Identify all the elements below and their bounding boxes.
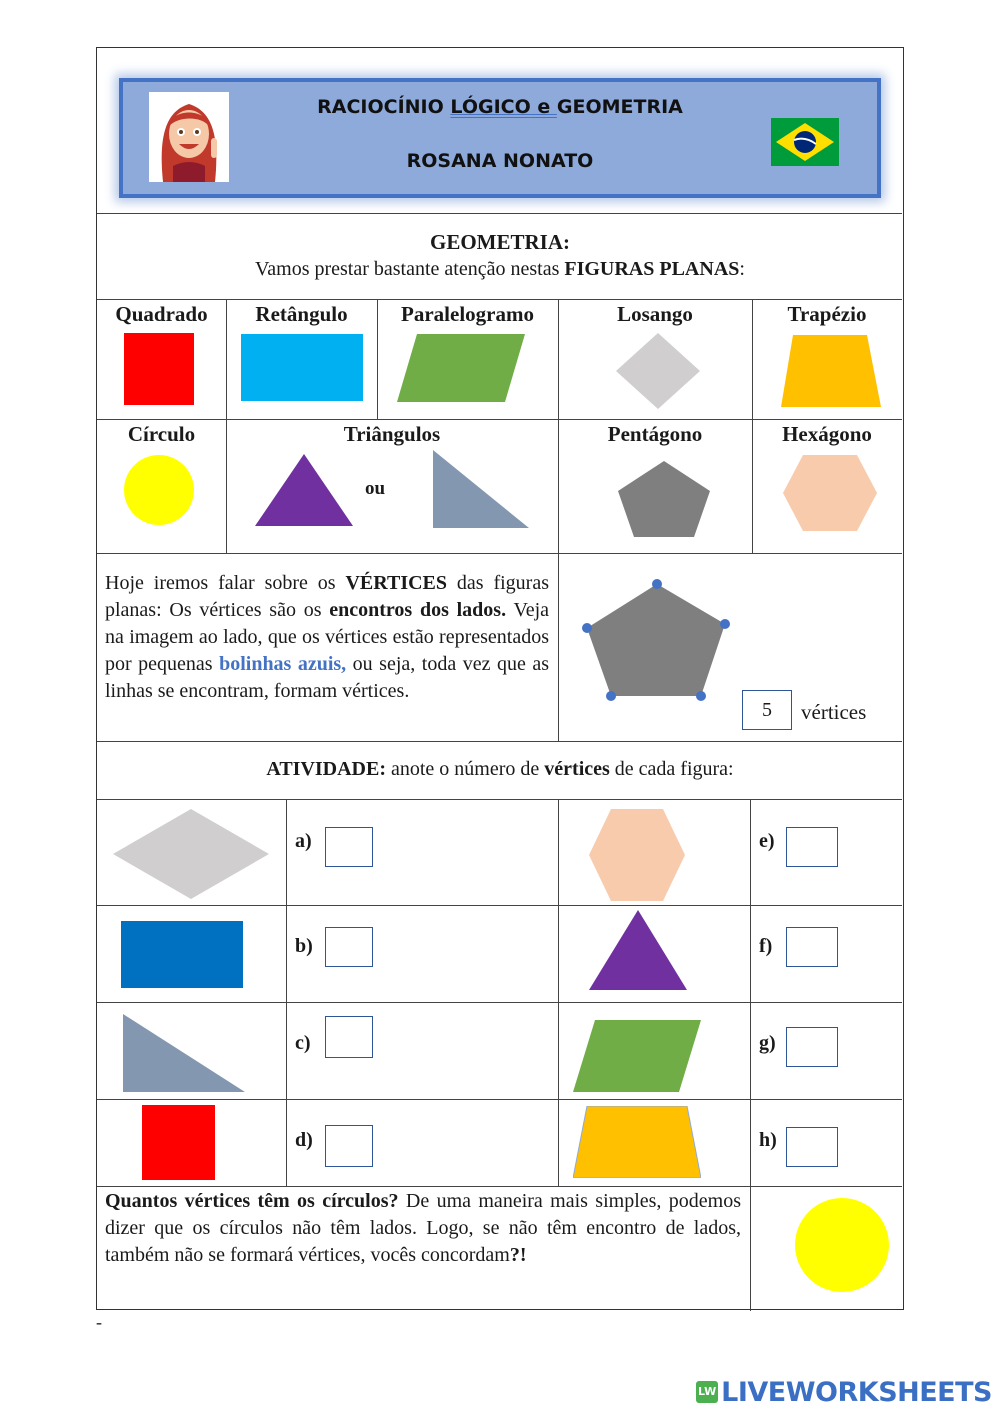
grey-pentagon-shape [618,461,710,537]
title-part-3: e [530,96,557,118]
activity-purple-triangle-shape [589,910,687,990]
ou-label: ou [365,478,386,499]
example-vertex-count: 5 [762,699,772,721]
pentagon-with-vertices-diagram [579,576,739,706]
label-paralelogramo: Paralelogramo [401,302,534,326]
label-trapezio: Trapézio [787,302,867,326]
label-f: f) [759,935,773,957]
title-part-1: RACIOCÍNIO [317,96,451,118]
circles-end-bold: ?! [509,1244,527,1266]
intro-line [97,258,903,281]
brazil-flag-icon [771,118,839,171]
vx-text-3: Veja na imagem ao lado, que os vértices estão representados por pequenas [105,599,549,675]
vx-text-2: das figuras planas: Os vértices são os [105,572,549,621]
circles-question-bold: Quantos vértices têm os círculos? [105,1190,399,1212]
answer-b-input[interactable] [325,927,373,967]
activity-trapezoid-shape [573,1106,701,1178]
circles-question [105,1188,741,1269]
intro-text: Vamos prestar bastante atenção nestas [255,258,565,280]
yellow-trapezoid-shape [781,335,881,407]
activity-hexagon-shape [589,809,685,901]
activity-parallelogram-shape [573,1020,703,1092]
dash-mark: - [96,1312,102,1332]
vertex-dot [606,691,616,701]
green-parallelogram-shape [397,334,527,402]
activity-bold: ATIVIDADE: [266,758,386,780]
label-retangulo: Retângulo [255,302,348,326]
vx-bold-1: VÉRTICES [345,572,448,594]
title-part-4: GEOMETRIA [556,96,683,118]
vx-bold-3: bolinhas azuis, [219,653,347,675]
activity-right-triangle-shape [123,1014,245,1092]
label-e: e) [759,830,775,852]
header-banner [119,78,881,198]
banner-title [123,96,877,118]
cyan-rectangle-shape [241,334,363,401]
vertices-explanation [105,570,549,705]
answer-g-input[interactable] [786,1027,838,1067]
activity-text-2: de cada figura: [609,758,734,780]
label-h: h) [759,1129,777,1151]
label-triangulos: Triângulos [343,422,441,446]
activity-instruction [97,758,903,781]
banner-author: ROSANA NONATO [406,150,594,172]
liveworksheets-logo [696,1374,992,1410]
label-c: c) [295,1032,311,1054]
example-vertex-label: vértices [801,700,867,724]
purple-triangle-shape [255,454,353,526]
grey-rhombus-shape [616,333,700,409]
label-quadrado: Quadrado [115,302,208,326]
label-g: g) [759,1032,776,1054]
vertex-dot [652,579,662,589]
vx-text-1: Hoje iremos falar sobre os [105,572,346,594]
intro-bold: FIGURAS PLANAS [564,258,740,280]
label-pentagono: Pentágono [607,422,703,446]
answer-h-input[interactable] [786,1127,838,1167]
answer-f-input[interactable] [786,927,838,967]
vertex-dot [582,623,592,633]
label-circulo: Círculo [127,422,196,446]
activity-bold-2: vértices [544,758,610,780]
worksheet [96,47,904,1310]
label-b: b) [295,935,313,957]
label-d: d) [295,1129,313,1151]
activity-text-1: anote o número de [386,758,545,780]
label-a: a) [295,830,312,852]
red-square-shape [124,333,194,405]
answer-a-input[interactable] [325,827,373,867]
intro-end: : [739,258,745,280]
title-part-2: LÓGICO [450,96,531,118]
answer-e-input[interactable] [786,827,838,867]
activity-rhombus-shape [113,809,269,899]
label-losango: Losango [617,302,693,326]
vertex-dot [696,691,706,701]
vertex-dot [720,619,730,629]
example-vertex-count-box [742,690,792,730]
answer-d-input[interactable] [325,1125,373,1167]
label-hexagono: Hexágono [782,422,872,446]
activity-red-square-shape [142,1105,215,1180]
logo-text: LIVEWORKSHEETS [721,1376,992,1408]
activity-blue-rectangle-shape [121,921,243,988]
peach-hexagon-shape [783,455,877,531]
slate-right-triangle-shape [433,450,529,528]
answer-c-input[interactable] [325,1016,373,1058]
yellow-circle-shape [123,454,195,526]
logo-mark-icon: LW [696,1381,718,1403]
vx-text-4: ou seja, toda vez que as linhas se encontram, formam vértices. [105,653,549,702]
circles-text: De uma maneira mais simples, podemos dizer que os círculos não têm lados. Logo, se não têm encontro de lados, também não se formará vértices, vocês concordam [105,1190,741,1266]
circle-yellow-shape [794,1197,890,1293]
geometry-heading: GEOMETRIA: [429,230,570,254]
vx-bold-2: encontros dos lados. [329,599,507,621]
